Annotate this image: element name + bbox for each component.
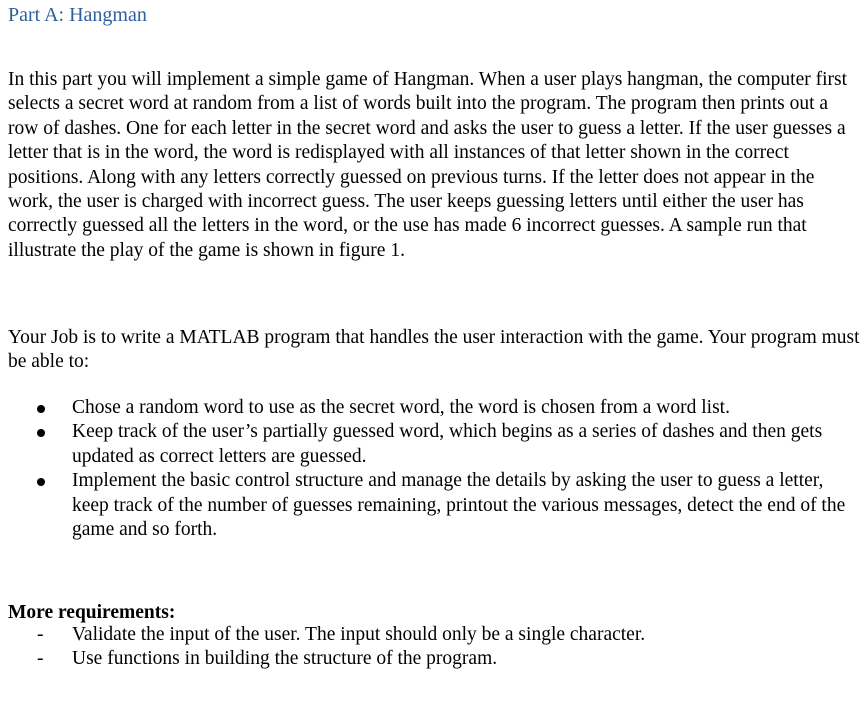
task-text: Keep track of the user’s partially guessed word, which begins as a series of dashes and then gets updated as correct letters are guessed. [72, 421, 823, 467]
dash-bullet-icon: - [37, 624, 44, 645]
task-text: Implement the basic control structure and manage the details by asking the user to guess a letter, keep track of the number of guesses remaining, printout the various messages, detect the end of the game and so forth. [72, 470, 846, 541]
task-list [0, 396, 866, 542]
bullet-icon [37, 478, 45, 486]
list-item [0, 623, 866, 647]
requirements-list [0, 623, 866, 672]
requirement-text: Use functions in building the structure of the program. [72, 648, 498, 670]
list-item [0, 469, 866, 542]
task-text: Chose a random word to use as the secret word, the word is chosen from a word list. [72, 397, 730, 418]
dash-bullet-icon: - [37, 648, 44, 670]
list-item [0, 420, 866, 469]
job-paragraph: Your Job is to write a MATLAB program that handles the user interaction with the game. Your program must be able to: [8, 327, 860, 373]
list-item [0, 396, 866, 420]
requirement-text: Validate the input of the user. The input should only be a single character. [72, 624, 646, 645]
bullet-icon [37, 429, 45, 437]
intro-paragraph: In this part you will implement a simple game of Hangman. When a user plays hangman, the computer first selects a secret word at random from a list of words built into the program. The program then prints out a row of dashes. One for each letter in the secret word and asks the user to guess a letter. If the user guesses a letter that is in the word, the word is redisplayed with all instances of that letter shown in the correct positions. Along with any letters correctly guessed on previous turns. If the letter does not appear in the work, the user is charged with incorrect guess. The user keeps guessing letters until either the user has correctly guessed all the letters in the word, or the use has made 6 incorrect guesses. A sample run that illustrate the play of the game is shown in figure 1. [8, 69, 848, 261]
section-heading: Part A: Hangman [8, 4, 147, 26]
requirements-heading: More requirements: [8, 602, 176, 623]
list-item [0, 647, 866, 671]
bullet-icon [37, 405, 45, 413]
